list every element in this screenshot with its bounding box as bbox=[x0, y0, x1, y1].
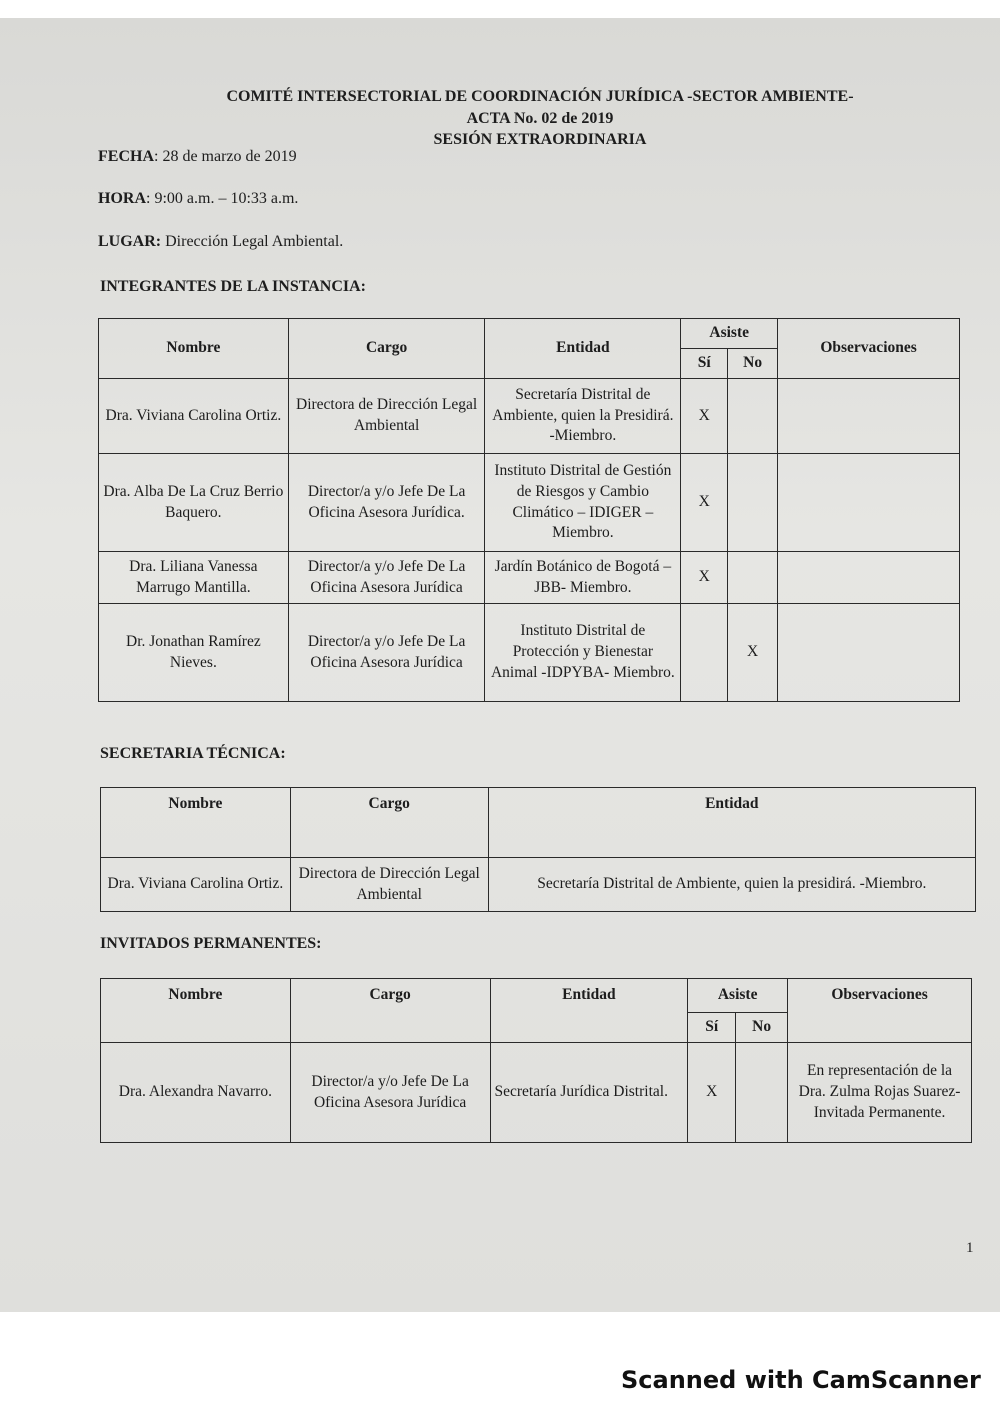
acta-number: ACTA No. 02 de 2019 bbox=[466, 110, 614, 127]
col-entidad: Entidad bbox=[490, 979, 688, 1043]
lugar-line bbox=[98, 233, 343, 251]
col-cargo: Cargo bbox=[290, 979, 490, 1043]
cell-obs: En representación de la Dra. Zulma Rojas Suarez- Invitada Permanente. bbox=[788, 1043, 972, 1143]
cell-entidad: Secretaría Distrital de Ambiente, quien la presidirá. -Miembro. bbox=[488, 858, 975, 912]
col-si: Sí bbox=[688, 1013, 736, 1043]
col-nombre: Nombre bbox=[99, 319, 289, 379]
cell-si: X bbox=[688, 1043, 736, 1143]
invitados-table bbox=[100, 978, 972, 1143]
cell-entidad: Secretaría Jurídica Distrital. bbox=[490, 1043, 688, 1143]
invitados-title: INVITADOS PERMANENTES: bbox=[100, 935, 322, 952]
cell-si: X bbox=[681, 454, 728, 552]
secretaria-table bbox=[100, 787, 976, 912]
cell-no bbox=[736, 1043, 788, 1143]
table-row bbox=[101, 858, 976, 912]
table-row bbox=[99, 604, 960, 702]
lugar-value: Dirección Legal Ambiental. bbox=[161, 233, 344, 250]
cell-si bbox=[681, 604, 728, 702]
hora-label: HORA bbox=[98, 190, 146, 207]
camscanner-watermark: Scanned with CamScanner bbox=[621, 1366, 981, 1394]
col-no: No bbox=[728, 349, 778, 379]
cell-obs bbox=[778, 552, 960, 604]
cell-entidad: Instituto Distrital de Protección y Bienestar Animal -IDPYBA- Miembro. bbox=[485, 604, 681, 702]
table-row bbox=[99, 552, 960, 604]
table-row bbox=[99, 379, 960, 454]
cell-si: X bbox=[681, 379, 728, 454]
table-row bbox=[99, 454, 960, 552]
cell-cargo: Directora de Dirección Legal Ambiental bbox=[288, 379, 485, 454]
fecha-label: FECHA bbox=[98, 148, 154, 165]
secretaria-title: SECRETARIA TÉCNICA: bbox=[100, 745, 286, 762]
cell-entidad: Secretaría Distrital de Ambiente, quien la Presidirá. -Miembro. bbox=[485, 379, 681, 454]
col-cargo: Cargo bbox=[290, 788, 488, 858]
cell-nombre: Dra. Alba De La Cruz Berrio Baquero. bbox=[99, 454, 289, 552]
col-nombre: Nombre bbox=[101, 788, 291, 858]
cell-no bbox=[728, 454, 778, 552]
cell-si: X bbox=[681, 552, 728, 604]
cell-nombre: Dra. Viviana Carolina Ortiz. bbox=[101, 858, 291, 912]
col-nombre: Nombre bbox=[101, 979, 291, 1043]
cell-obs bbox=[778, 454, 960, 552]
session-type: SESIÓN EXTRAORDINARIA bbox=[433, 131, 647, 148]
col-observaciones: Observaciones bbox=[778, 319, 960, 379]
col-si: Sí bbox=[681, 349, 728, 379]
integrantes-title: INTEGRANTES DE LA INSTANCIA: bbox=[100, 278, 366, 295]
cell-obs bbox=[778, 604, 960, 702]
lugar-label: LUGAR: bbox=[98, 233, 162, 250]
hora-value: : 9:00 a.m. – 10:33 a.m. bbox=[146, 190, 299, 207]
cell-nombre: Dra. Viviana Carolina Ortiz. bbox=[99, 379, 289, 454]
cell-no bbox=[728, 552, 778, 604]
cell-no bbox=[728, 379, 778, 454]
cell-cargo: Directora de Dirección Legal Ambiental bbox=[290, 858, 488, 912]
cell-cargo: Director/a y/o Jefe De La Oficina Asesora Jurídica bbox=[290, 1043, 490, 1143]
cell-obs bbox=[778, 379, 960, 454]
cell-cargo: Director/a y/o Jefe De La Oficina Asesora Jurídica bbox=[288, 604, 485, 702]
fecha-line bbox=[98, 148, 297, 166]
cell-no: X bbox=[728, 604, 778, 702]
cell-entidad: Jardín Botánico de Bogotá – JBB- Miembro. bbox=[485, 552, 681, 604]
col-entidad: Entidad bbox=[485, 319, 681, 379]
cell-nombre: Dra. Alexandra Navarro. bbox=[101, 1043, 291, 1143]
col-asiste: Asiste bbox=[681, 319, 778, 349]
document-title: COMITÉ INTERSECTORIAL DE COORDINACIÓN JURÍDICA -SECTOR AMBIENTE- bbox=[226, 88, 854, 105]
hora-line bbox=[98, 190, 298, 208]
cell-entidad: Instituto Distrital de Gestión de Riesgos y Cambio Climático – IDIGER – Miembro. bbox=[485, 454, 681, 552]
cell-cargo: Director/a y/o Jefe De La Oficina Asesora Jurídica. bbox=[288, 454, 485, 552]
cell-cargo: Director/a y/o Jefe De La Oficina Asesora Jurídica bbox=[288, 552, 485, 604]
col-observaciones: Observaciones bbox=[788, 979, 972, 1043]
cell-nombre: Dr. Jonathan Ramírez Nieves. bbox=[99, 604, 289, 702]
page-number: 1 bbox=[966, 1240, 974, 1256]
col-entidad: Entidad bbox=[488, 788, 975, 858]
cell-nombre: Dra. Liliana Vanessa Marrugo Mantilla. bbox=[99, 552, 289, 604]
col-no: No bbox=[736, 1013, 788, 1043]
col-asiste: Asiste bbox=[688, 979, 788, 1013]
col-cargo: Cargo bbox=[288, 319, 485, 379]
fecha-value: : 28 de marzo de 2019 bbox=[154, 148, 297, 165]
table-row bbox=[101, 1043, 972, 1143]
integrantes-table bbox=[98, 318, 960, 702]
